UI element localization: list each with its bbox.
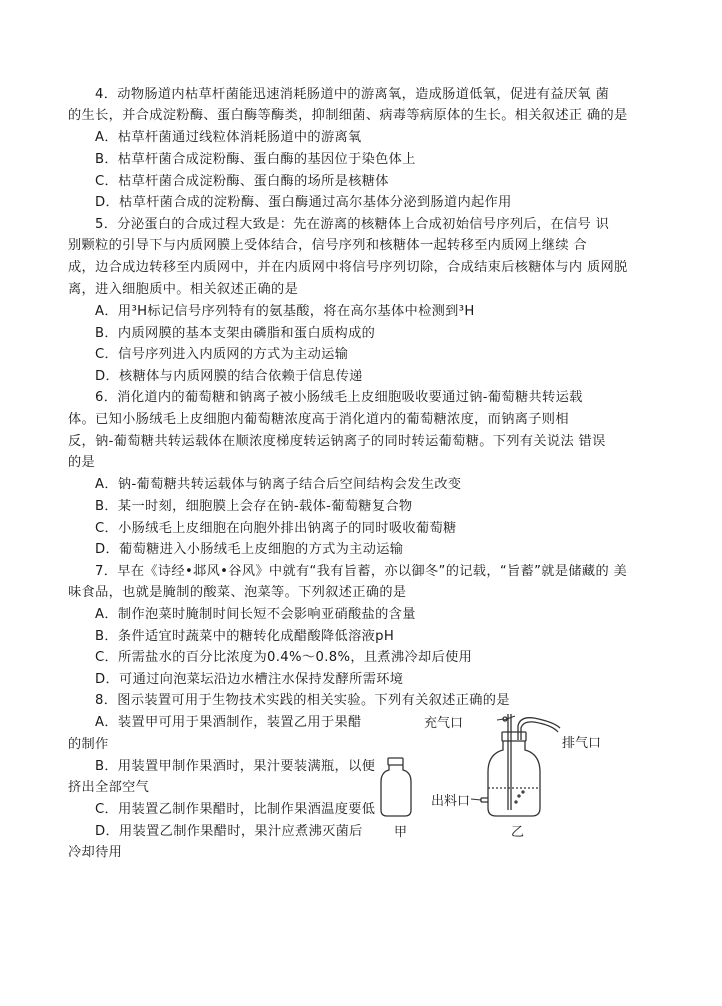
q6-option-b: B．某一时刻，细胞膜上会存在钠-载体-葡萄糖复合物 [95,499,413,514]
q8-option-a-line1: A．装置甲可用于果酒制作，装置乙用于果醋 [95,715,362,730]
q5-stem-line4: 离，进入细胞质中。相关叙述正确的是 [68,282,299,297]
q7-stem-line2: 味食品，也就是腌制的酸菜、泡菜等。下列叙述正确的是 [68,585,407,600]
q8-option-c: C．用装置乙制作果醋时，比制作果酒温度要低 [95,802,376,817]
q6-option-a: A．钠-葡萄糖共转运载体与钠离子结合后空间结构会发生改变 [95,477,462,492]
q4-option-a: A．枯草杆菌通过线粒体消耗肠道中的游离氧 [95,130,362,145]
q5-stem-line2: 别颗粒的引导下与内质网膜上受体结合，信号序列和核糖体一起转移至内质网上继续 合 [68,238,587,253]
q6-stem-line1: 6．消化道内的葡萄糖和钠离子被小肠绒毛上皮细胞吸收要通过钠-葡萄糖共转运载 [95,390,583,405]
q8-option-a-line2: 的制作 [68,737,109,752]
outlet-port-label: 出料口 [431,794,471,809]
q6-stem-line4: 的是 [68,455,96,470]
q4-option-b: B．枯草杆菌合成淀粉酶、蛋白酶的基因位于染色体上 [95,152,416,167]
q7-option-d: D．可通过向泡菜坛沿边水槽注水保持发酵所需环境 [95,672,404,687]
q8-option-d-line2: 冷却待用 [68,845,123,860]
q7-option-a: A．制作泡菜时腌制时间长短不会影响亚硝酸盐的含量 [95,607,416,622]
q4-option-d: D．枯草杆菌合成的淀粉酶、蛋白酶通过高尔基体分泌到肠道内起作用 [95,195,512,210]
exhaust-port-label: 排气口 [562,736,602,751]
q6-stem-line2: 体。已知小肠绒毛上皮细胞内葡萄糖浓度高于消化道内的葡萄糖浓度，而钠离子则相 [68,412,569,427]
jar-a-icon [381,758,411,816]
q5-option-b: B．内质网膜的基本支架由磷脂和蛋白质构成的 [95,326,376,341]
q7-option-c: C．所需盐水的百分比浓度为0.4%～0.8%，且煮沸冷却后使用 [95,650,473,665]
q7-option-b: B．条件适宜时蔬菜中的糖转化成醋酸降低溶液pH [95,629,395,644]
jar-a-label: 甲 [394,825,408,840]
inflow-port-label: 充气口 [424,716,464,731]
q4-stem-line2: 的生长，并合成淀粉酶、蛋白酶等酶类，抑制细菌、病毒等病原体的生长。相关叙述正 确的是 [68,108,628,123]
jar-b-icon [481,714,560,816]
q8-option-b-line2: 挤出全部空气 [68,780,150,795]
q8-option-b-line1: B．用装置甲制作果酒时，果汁要装满瓶，以便 [95,759,376,774]
q8-option-d-line1: D．用装置乙制作果醋时，果汁应煮沸灭菌后 [95,824,363,839]
q6-stem-line3: 反，钠-葡萄糖共转运载体在顺浓度梯度转运钠离子的同时转运葡萄糖。下列有关说法 错误 [68,434,606,449]
q5-option-a: A．用³H标记信号序列特有的氨基酸，将在高尔基体中检测到³H [95,304,475,319]
q5-option-d: D．核糖体与内质网膜的结合依赖于信息传递 [95,369,363,384]
apparatus-drawing [378,706,638,846]
q6-option-d: D．葡萄糖进入小肠绒毛上皮细胞的方式为主动运输 [95,542,404,557]
q5-stem-line3: 成，边合成边转移至内质网中，并在内质网中将信号序列切除，合成结束后核糖体与内 质网脱 [68,260,628,275]
q4-stem-line1: 4．动物肠道内枯草杆菌能迅速消耗肠道中的游离氧，造成肠道低氧，促进有益厌氧 菌 [95,87,610,102]
jar-b-label: 乙 [511,825,525,840]
q7-stem-line1: 7．早在《诗经•邶风•谷风》中就有“我有旨蓄，亦以御冬”的记载，“旨蓄”就是储藏的 美 [95,564,628,579]
q5-option-c: C．信号序列进入内质网的方式为主动运输 [95,347,349,362]
q6-option-c: C．小肠绒毛上皮细胞在向胞外排出钠离子的同时吸收葡萄糖 [95,521,457,536]
q5-stem-line1: 5．分泌蛋白的合成过程大致是：先在游离的核糖体上合成初始信号序列后，在信号 识 [95,217,610,232]
q8-stem: 8．图示装置可用于生物技术实践的相关实验。下列有关叙述正确的是 [95,693,510,708]
q4-option-c: C．枯草杆菌合成淀粉酶、蛋白酶的场所是核糖体 [95,174,389,189]
